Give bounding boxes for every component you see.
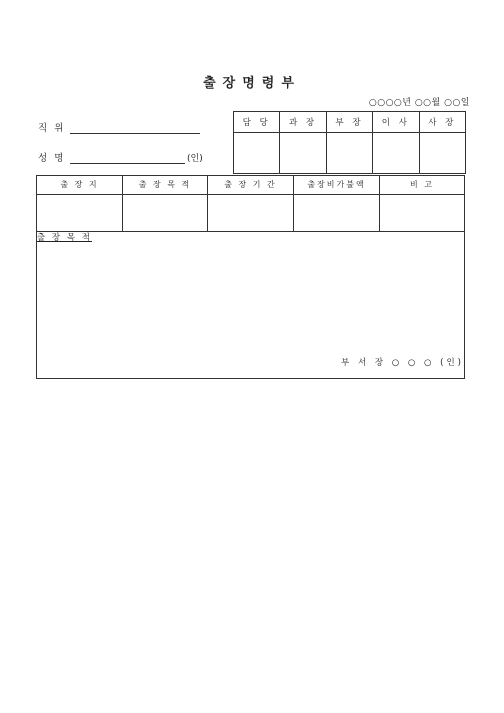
- trip-cell-purpose[interactable]: [123, 195, 208, 231]
- trip-cell-period[interactable]: [208, 195, 294, 231]
- document-date: ○○○○년 ○○월 ○○일: [368, 98, 470, 108]
- trip-header-cell: 출 장 기 간: [208, 176, 294, 194]
- trip-cell-destination[interactable]: [37, 195, 123, 231]
- trip-table: [36, 175, 465, 379]
- approval-header: 부 장: [326, 112, 372, 133]
- approval-sign-cell[interactable]: [419, 133, 465, 174]
- approval-sign-cell[interactable]: [234, 133, 280, 174]
- approval-header: 담 당: [234, 112, 280, 133]
- approval-sign-cell[interactable]: [326, 133, 372, 174]
- trip-cell-advance[interactable]: [294, 195, 380, 231]
- name-field: [38, 150, 203, 164]
- position-label: 직 위: [38, 123, 66, 134]
- name-input-line[interactable]: [70, 151, 185, 164]
- trip-header-cell: 출 장 목 적: [123, 176, 208, 194]
- trip-table-header-row: [37, 176, 464, 195]
- seal-mark: (인): [187, 154, 203, 164]
- department-head-signature: 부 서 장 ○ ○ ○ (인): [341, 358, 464, 368]
- trip-cell-remarks[interactable]: [380, 195, 464, 231]
- name-label: 성 명: [38, 153, 66, 164]
- trip-table-row: [37, 195, 464, 232]
- approval-header: 과 장: [280, 112, 326, 133]
- position-input-line[interactable]: [70, 121, 200, 134]
- approval-table: [233, 111, 466, 174]
- trip-header-cell: 출 장 지: [37, 176, 123, 194]
- trip-header-cell: 출장비가불액: [294, 176, 380, 194]
- approval-header: 사 장: [419, 112, 465, 133]
- approval-header: 이 사: [373, 112, 419, 133]
- position-field: [38, 120, 200, 134]
- trip-header-cell: 비 고: [410, 180, 434, 189]
- approval-sign-cell[interactable]: [373, 133, 419, 174]
- approval-sign-cell[interactable]: [280, 133, 326, 174]
- document-title: 출장명령부: [203, 76, 301, 91]
- purpose-section-label: 출 장 목 적: [37, 233, 92, 243]
